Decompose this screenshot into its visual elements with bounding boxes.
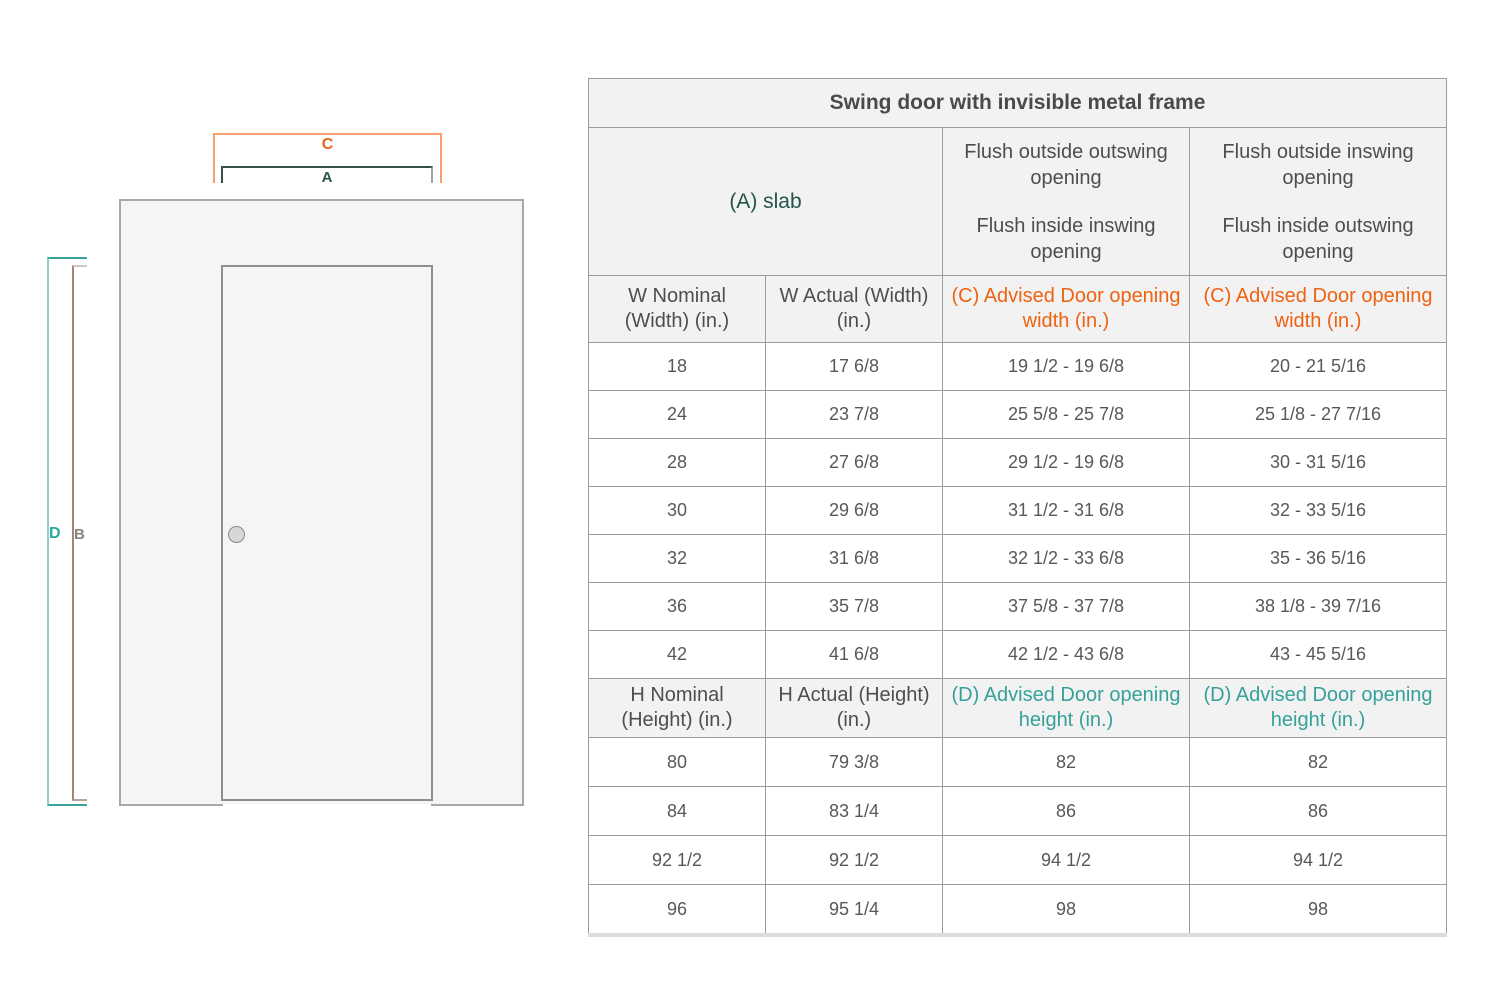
table-cell: 96: [589, 885, 766, 936]
table-title: Swing door with invisible metal frame: [589, 79, 1447, 128]
table-cell: 29 6/8: [766, 487, 943, 535]
opening-text: Flush inside outswing opening: [1222, 214, 1414, 263]
table-cell: 82: [943, 738, 1190, 787]
table-cell: 80: [589, 738, 766, 787]
table-cell: 79 3/8: [766, 738, 943, 787]
table-cell: 31 1/2 - 31 6/8: [943, 487, 1190, 535]
table-cell: 18: [589, 343, 766, 391]
table-cell: 29 1/2 - 19 6/8: [943, 439, 1190, 487]
table-row: [589, 787, 1447, 836]
table-cell: 84: [589, 787, 766, 836]
table-cell: 35 - 36 5/16: [1190, 535, 1447, 583]
table-row: [589, 343, 1447, 391]
col-header-w-actual: W Actual (Width) (in.): [766, 276, 943, 343]
table-cell: 92 1/2: [589, 836, 766, 885]
table-row: [589, 439, 1447, 487]
size-table-grid: [588, 78, 1447, 937]
wall-bottom-right-edge: [431, 804, 524, 806]
table-row: [589, 535, 1447, 583]
door-slab: [221, 265, 433, 801]
table-cell: 31 6/8: [766, 535, 943, 583]
table-row: [589, 836, 1447, 885]
col-header-c-width-outswing: (C) Advised Door opening width (in.): [943, 276, 1190, 343]
table-cell: 23 7/8: [766, 391, 943, 439]
table-cell: 95 1/4: [766, 885, 943, 936]
table-cell: 17 6/8: [766, 343, 943, 391]
table-cell: 94 1/2: [1190, 836, 1447, 885]
table-cell: 32 1/2 - 33 6/8: [943, 535, 1190, 583]
dimension-label-a: A: [321, 169, 333, 186]
table-cell: 98: [1190, 885, 1447, 936]
table-cell: 19 1/2 - 19 6/8: [943, 343, 1190, 391]
table-cell: 83 1/4: [766, 787, 943, 836]
outswing-opening-header-cell: [943, 128, 1190, 276]
table-cell: 24: [589, 391, 766, 439]
table-cell: 86: [943, 787, 1190, 836]
col-header-h-actual: H Actual (Height) (in.): [766, 679, 943, 738]
size-table: [588, 78, 1446, 937]
table-cell: 94 1/2: [943, 836, 1190, 885]
table-cell: 43 - 45 5/16: [1190, 631, 1447, 679]
table-cell: 42: [589, 631, 766, 679]
table-cell: 42 1/2 - 43 6/8: [943, 631, 1190, 679]
table-cell: 36: [589, 583, 766, 631]
table-cell: 92 1/2: [766, 836, 943, 885]
table-cell: 32: [589, 535, 766, 583]
table-cell: 41 6/8: [766, 631, 943, 679]
col-header-h-nominal: H Nominal (Height) (in.): [589, 679, 766, 738]
table-cell: 35 7/8: [766, 583, 943, 631]
table-cell: 86: [1190, 787, 1447, 836]
dimension-label-c: C: [321, 136, 334, 153]
dimension-label-d: D: [49, 525, 61, 542]
table-cell: 98: [943, 885, 1190, 936]
inswing-opening-header-cell: [1190, 128, 1447, 276]
opening-text: Flush outside inswing opening: [1222, 140, 1414, 189]
col-header-w-nominal: W Nominal (Width) (in.): [589, 276, 766, 343]
slab-header-cell: (A) slab: [589, 128, 943, 276]
table-cell: 28: [589, 439, 766, 487]
table-cell: 30 - 31 5/16: [1190, 439, 1447, 487]
table-row: [589, 583, 1447, 631]
table-cell: 27 6/8: [766, 439, 943, 487]
opening-text: Flush outside outswing opening: [964, 140, 1168, 189]
opening-text: Flush inside inswing opening: [976, 214, 1156, 263]
table-cell: 37 5/8 - 37 7/8: [943, 583, 1190, 631]
col-header-d-height-outswing: (D) Advised Door opening height (in.): [943, 679, 1190, 738]
table-row: [589, 885, 1447, 936]
dimension-label-b: B: [74, 526, 85, 543]
table-cell: 30: [589, 487, 766, 535]
table-row: [589, 391, 1447, 439]
table-cell: 32 - 33 5/16: [1190, 487, 1447, 535]
table-row: [589, 631, 1447, 679]
table-cell: 38 1/8 - 39 7/16: [1190, 583, 1447, 631]
col-header-d-height-inswing: (D) Advised Door opening height (in.): [1190, 679, 1447, 738]
table-row: [589, 738, 1447, 787]
door-handle-icon: [228, 526, 245, 543]
table-cell: 82: [1190, 738, 1447, 787]
table-row: [589, 487, 1447, 535]
col-header-c-width-inswing: (C) Advised Door opening width (in.): [1190, 276, 1447, 343]
table-cell: 25 1/8 - 27 7/16: [1190, 391, 1447, 439]
table-cell: 25 5/8 - 25 7/8: [943, 391, 1190, 439]
wall-bottom-left-edge: [119, 804, 223, 806]
table-cell: 20 - 21 5/16: [1190, 343, 1447, 391]
